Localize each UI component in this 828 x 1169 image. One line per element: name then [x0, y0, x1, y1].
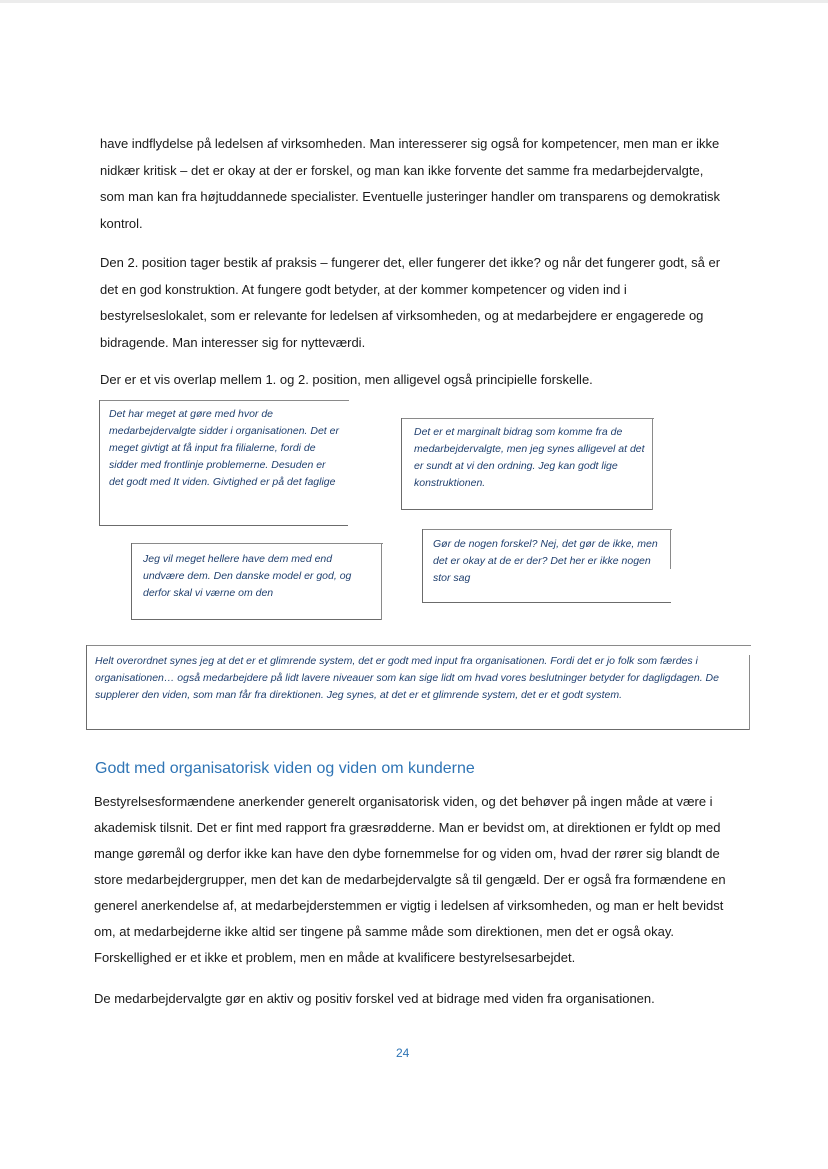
page-number: 24 [396, 1046, 410, 1060]
body-paragraph-3: Der er et vis overlap mellem 1. og 2. position, men alligevel også principielle forskelle. [100, 372, 593, 387]
body-paragraph-2: Den 2. position tager bestik af praksis – fungerer det, eller fungerer det ikke? og når det fungerer godt, så er det en god konstruktion. At fungere godt betyder, at der kommer kompetencer og viden ind i bestyrelseslokalet, som er relevante for ledelsen af virksomheden, og at medarbejdere er engagerede og bidragende. Man interesser sig for nytteværdi. [100, 255, 721, 350]
quote-text-3: Jeg vil meget hellere have dem med end undvære dem. Den danske model er god, og derfor skal vi værne om den [143, 553, 352, 599]
section-heading: Godt med organisatorisk viden og viden om kunderne [95, 760, 475, 777]
quote-box-1 [99, 400, 348, 526]
section-paragraph-2: De medarbejdervalgte gør en aktiv og positiv forskel ved at bidrage med viden fra organisationen. [94, 991, 655, 1006]
quote-text-5: Helt overordnet synes jeg at det er et glimrende system, det er godt med input fra organisationen. Fordi det er jo folk som færdes i organisationen… også medarbejdere på lidt lavere niveauer som kan sige lidt om hvad vores beslutninger betyder for dagligdagen. De supplerer den viden, som man får fra direktionen. Jeg synes, at det er et glimrende system, det er et godt system. [95, 655, 719, 701]
quote-text-1: Det har meget at gøre med hvor de medarbejdervalgte sidder i organisationen. Det er meget givtigt at få input fra filialerne, fordi de sidder med frontlinje problemerne. Desuden er det godt med It viden. Givtighed er på det faglige [109, 408, 339, 488]
top-edge-line [0, 0, 828, 3]
body-paragraph-1: have indflydelse på ledelsen af virksomheden. Man interesserer sig også for kompetencer, men man er ikke nidkær kritisk – det er okay at der er forskel, og man kan ikke forvente det samme fra medarbejdervalgte, som man kan fra højtuddannede specialister. Eventuelle justeringer handler om transparens og demokratisk kontrol. [100, 136, 721, 231]
section-paragraph-1: Bestyrelsesformændene anerkender generelt organisatorisk viden, og det behøver på ingen måde at være i akademisk tilsnit. Det er fint med rapport fra græsrødderne. Man er bevidst om, at direktionen er fyldt op med mange gøremål og derfor ikke kan have den dybe fornemmelse for og viden om, hvad der rører sig blandt de store medarbejdergrupper, men det kan de medarbejdervalgte så til gengæld. Der er også fra formændene en generel anerkendelse af, at medarbejderstemmen er vigtig i ledelsen af virksomheden, og man er helt bevidst om, at medarbejderne ikke altid ser tingene på samme måde som direktionen, men det er også okay. Forskellighed er et ikke et problem, men en måde at kvalificere bestyrelsesarbejdet. [94, 794, 726, 965]
quote-box-3 [131, 543, 382, 620]
quote-text-4: Gør de nogen forskel? Nej, det gør de ikke, men det er okay at de er der? Det her er ikke nogen stor sag [433, 538, 658, 584]
quote-text-2: Det er et marginalt bidrag som komme fra de medarbejdervalgte, men jeg synes alligevel at det er sundt at vi den ordning. Jeg kan godt lige konstruktionen. [414, 426, 645, 489]
quote-box-5 [86, 645, 750, 730]
quote-box-2 [401, 418, 653, 510]
quote-box-4 [422, 529, 671, 603]
